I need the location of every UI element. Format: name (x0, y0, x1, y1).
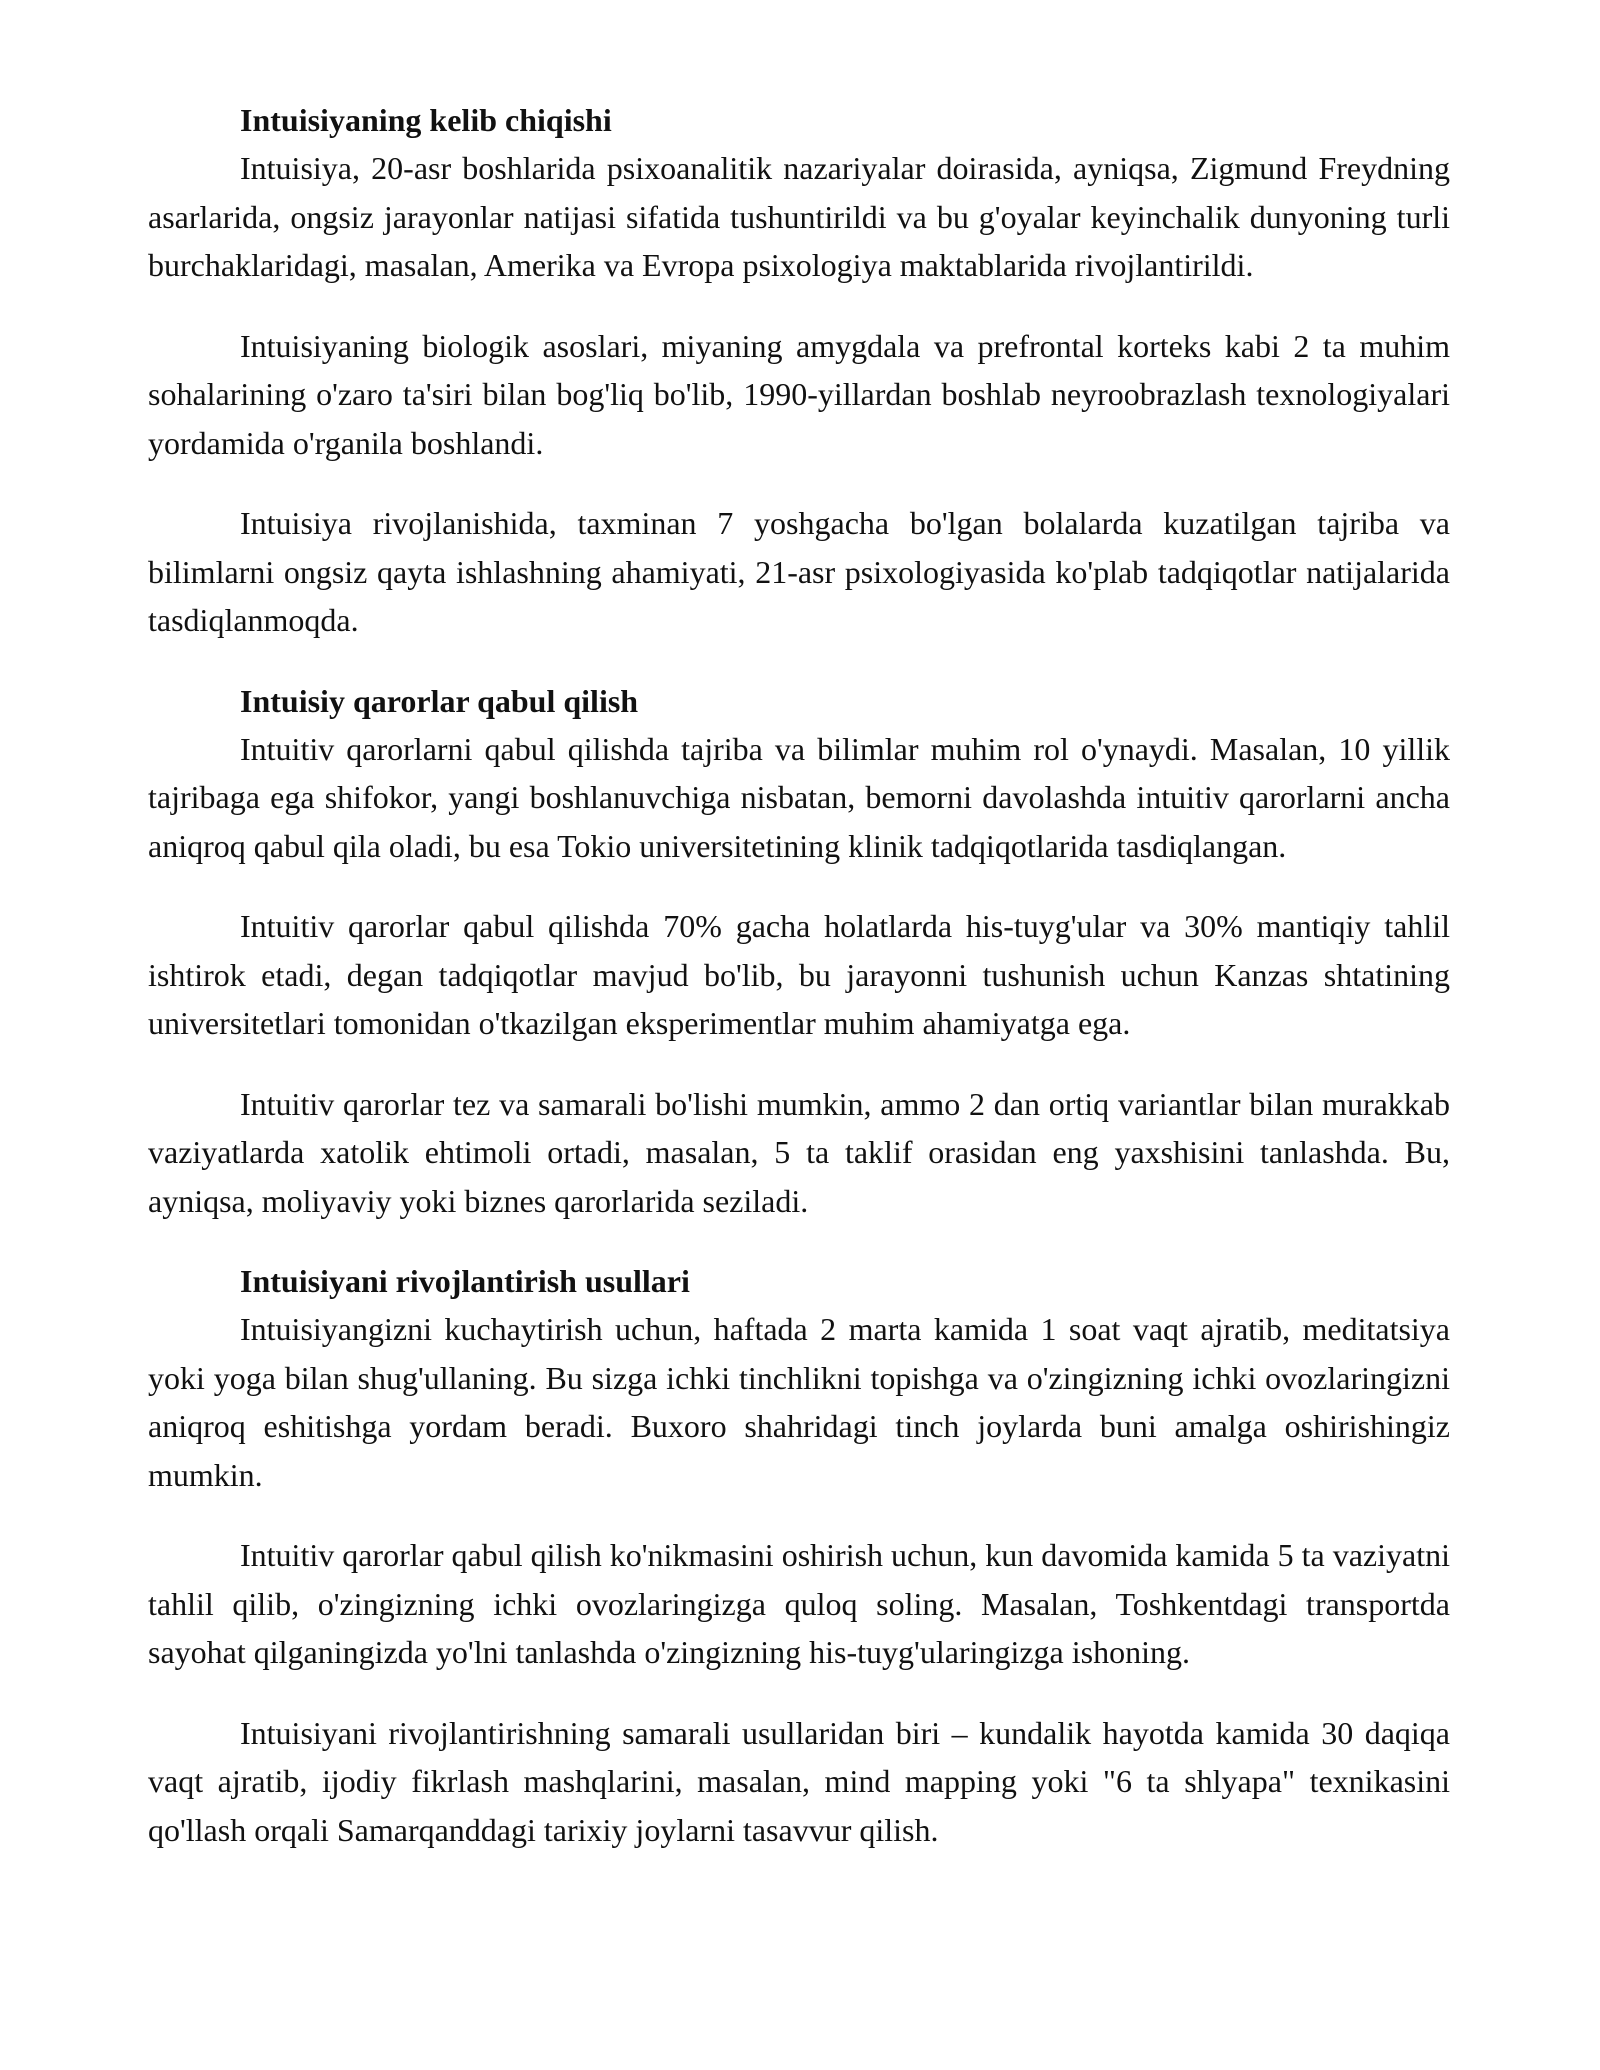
paragraph: Intuisiyani rivojlantirishning samarali usullaridan biri – kundalik hayotda kamida 30 daqiqa vaqt ajratib, ijodiy fikrlash mashqlarini, masalan, mind mapping yoki "6 ta shlyapa" texnikasini qo'llash orqali Samarqanddagi tarixiy joylarni tasavvur qilish. (148, 1714, 1450, 1848)
paragraph: Intuitiv qarorlar qabul qilishda 70% gacha holatlarda his-tuyg'ular va 30% mantiqiy tahlil ishtirok etadi, degan tadqiqotlar mavjud bo'lib, bu jarayonni tushunish uchun Kanzas shtatining universitetlari tomonidan o'tkazilgan eksperimentlar muhim ahamiyatga ega. (148, 908, 1450, 1041)
paragraph: Intuitiv qarorlar qabul qilish ko'nikmasini oshirish uchun, kun davomida kamida 5 ta vaziyatni tahlil qilib, o'zingizning ichki ovozlaringizga quloq soling. Masalan, Toshkentdagi transportda sayohat qilganingizda yo'lni tanlashda o'zingizning his-tuyg'ularingizga ishoning. (148, 1537, 1450, 1670)
paragraph: Intuisiyaning biologik asoslari, miyaning amygdala va prefrontal korteks kabi 2 ta muhim sohalarining o'zaro ta'siri bilan bog'liq bo'lib, 1990-yillardan boshlab neyroobrazlash texnologiyalari yordamida o'rganila boshlandi. (148, 327, 1450, 461)
section-heading: Intuisiyaning kelib chiqishi (240, 102, 612, 138)
paragraph: Intuitiv qarorlar tez va samarali bo'lishi mumkin, ammo 2 dan ortiq variantlar bilan murakkab vaziyatlarda xatolik ehtimoli ortadi, masalan, 5 ta taklif orasidan eng yaxshisini tanlashda. Bu, ayniqsa, moliyaviy yoki biznes qarorlarida seziladi. (148, 1085, 1450, 1219)
section-heading: Intuisiy qarorlar qabul qilish (240, 682, 639, 719)
paragraph: Intuisiyangizni kuchaytirish uchun, haftada 2 marta kamida 1 soat vaqt ajratib, meditatsiya yoki yoga bilan shug'ullaning. Bu sizga ichki tinchlikni topishga va o'zingizning ichki ovozlaringizni aniqroq eshitishga yordam beradi. Buxoro shahridagi tinch joylarda buni amalga oshirishingiz mumkin. (148, 1311, 1450, 1493)
section-decisions (148, 677, 1450, 1226)
paragraph: Intuisiya rivojlanishida, taxminan 7 yoshgacha bo'lgan bolalarda kuzatilgan tajriba va bilimlarni ongsiz qayta ishlashning ahamiyati, 21-asr psixologiyasida ko'plab tadqiqotlar natijalarida tasdiqlanmoqda. (148, 505, 1450, 638)
paragraph: Intuitiv qarorlarni qabul qilishda tajriba va bilimlar muhim rol o'ynaydi. Masalan, 10 yillik tajribaga ega shifokor, yangi boshlanuvchiga nisbatan, bemorni davolashda intuitiv qarorlarni ancha aniqroq qabul qila oladi, bu esa Tokio universitetining klinik tadqiqotlarida tasdiqlangan. (148, 730, 1450, 864)
section-origins (148, 96, 1450, 645)
section-heading: Intuisiyani rivojlantirish usullari (240, 1263, 690, 1299)
section-methods (148, 1257, 1450, 1854)
paragraph: Intuisiya, 20-asr boshlarida psixoanalitik nazariyalar doirasida, ayniqsa, Zigmund Freydning asarlarida, ongsiz jarayonlar natijasi sifatida tushuntirildi va bu g'oyalar keyinchalik dunyoning turli burchaklaridagi, masalan, Amerika va Evropa psixologiya maktablarida rivojlantirildi. (148, 150, 1450, 283)
document-page (148, 96, 1450, 1854)
